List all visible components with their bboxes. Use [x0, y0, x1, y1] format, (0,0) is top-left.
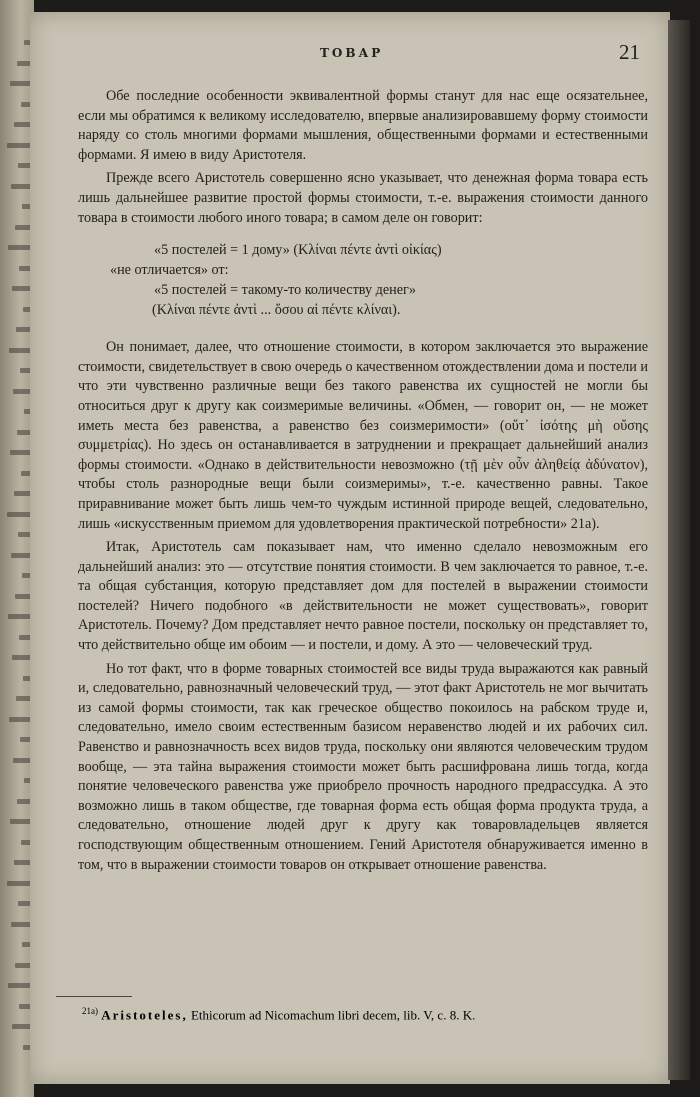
aristotle-quote: [78, 240, 648, 320]
book-edge: [668, 20, 690, 1080]
page-header: [30, 42, 670, 66]
prev-page-text-fragment: [7, 512, 32, 517]
prev-page-text-fragment: [11, 922, 32, 927]
footnote-divider: [56, 996, 132, 997]
previous-page-edge: [0, 0, 34, 1097]
page-body: [78, 87, 648, 875]
prev-page-text-fragment: [10, 819, 32, 824]
footnote-author: Aristoteles,: [101, 1007, 188, 1023]
paragraph: Обе последние особенности эквивалентной формы станут для нас еще осязательнее, если мы обратимся к великому исследователю, впервые анализировавшему форму стоимости наряду со столь многими формами мышления, общественными формами и естественными формами. Я имею в виду Аристотеля.: [78, 88, 648, 163]
prev-page-text-fragment: [11, 553, 32, 558]
footnote-text: Ethicorum ad Nicomachum libri decem, lib. V, c. 8. K.: [190, 1007, 476, 1023]
prev-page-text-fragment: [11, 184, 32, 189]
paragraph: Итак, Аристотель сам показывает нам, что именно сделало невозможным его дальнейший анализ: это — отсутствие понятия стоимости. В чем заключается то равное, т.-е. та общая субстанция, которую представляет дом для постелей в выражении стоимости постелей? Ничего подобного «в действительности не может существовать», говорит Аристотель. Почему? Дом представляет нечто равное постели, поскольку он представляет то, что действительно обще им обоим — и постели, и дому. А это — человеческий труд.: [78, 539, 648, 654]
prev-page-text-fragment: [12, 286, 32, 291]
prev-page-text-fragment: [7, 881, 32, 886]
quote-line: «5 постелей = такому-то количеству денег»: [154, 282, 416, 299]
paragraph: Он понимает, далее, что отношение стоимости, в котором заключается это выражение стоимости, свидетельствует в свою очередь о качественном отождествлении дома и постели и что эти чувственно различные вещи без такого равенства их сущностей не могли бы относиться друг к другу как соизмеримые величины. «Обмен, — говорит он, — не может иметь места без равенства, а равенство без соизмеримости» (οὔτ᾽ ἰσότης μὴ οὔσης συμμετρίας). Но здесь он останавливается в затруднении и прекращает дальнейший анализ формы стоимости. «Однако в действительности невозможно (τῇ μὲν οὖν ἀληθείᾳ ἀδύνατον), чтобы столь разнородные вещи были соизмеримы», т.-е. качественно равны. Такое приравнивание может быть лишь чем-то чуждым истинной природе вещей, следовательно, лишь «искусственным приемом для удовлетворения практической потребности» 21a).: [78, 339, 648, 532]
prev-page-text-fragment: [8, 983, 32, 988]
paragraph: Но тот факт, что в форме товарных стоимостей все виды труда выражаются как равный и, следовательно, равнозначный человеческий труд, — этот факт Аристотель не мог вычитать из самой формы стоимости, так как греческое общество покоилось на рабском труде и, следовательно, имело своим естественным базисом неравенство людей и их рабочих сил. Равенство и равнозначность всех видов труда, поскольку они являются человеческим трудом вообще, — эта тайна выражения стоимости может быть расшифрована лишь тогда, когда понятие человеческого равенства уже приобрело прочность народного предрассудка. А это возможно лишь в таком обществе, где товарная форма есть общая форма продукта труда, а следовательно, отношение людей друг к другу как товаровладельцев является господствующим общественным отношением. Гений Аристотеля обнаруживается именно в том, что в выражении стоимости товаров он открывает отношение равенства.: [78, 660, 648, 873]
footnote: [82, 1003, 622, 1023]
prev-page-text-fragment: [7, 143, 32, 148]
running-title: ТОВАР: [320, 46, 384, 60]
prev-page-text-fragment: [10, 450, 32, 455]
prev-page-text-fragment: [8, 245, 32, 250]
page-number: 21: [619, 40, 640, 64]
prev-page-text-fragment: [8, 614, 32, 619]
prev-page-text-fragment: [9, 717, 32, 722]
prev-page-text-fragment: [12, 1024, 32, 1029]
prev-page-text-fragment: [12, 655, 32, 660]
book-page: [30, 12, 670, 1084]
quote-line: «не отличается» от:: [110, 262, 229, 279]
prev-page-text-fragment: [9, 348, 32, 353]
paragraph: Прежде всего Аристотель совершенно ясно указывает, что денежная форма товара есть лишь дальнейшее развитие простой формы стоимости, т.-е. выражения стоимости данного товара в стоимости любого иного товара; в самом деле он говорит:: [78, 170, 648, 226]
quote-line: (Κλίναι πέντε ἀντὶ ... ὅσου αἱ πέντε κλίναι).: [152, 302, 401, 319]
footnote-mark: 21a): [82, 1006, 98, 1016]
quote-line: «5 постелей = 1 дому» (Κλίναι πέντε ἀντὶ οἰκίας): [154, 242, 442, 259]
prev-page-text-fragment: [10, 81, 32, 86]
